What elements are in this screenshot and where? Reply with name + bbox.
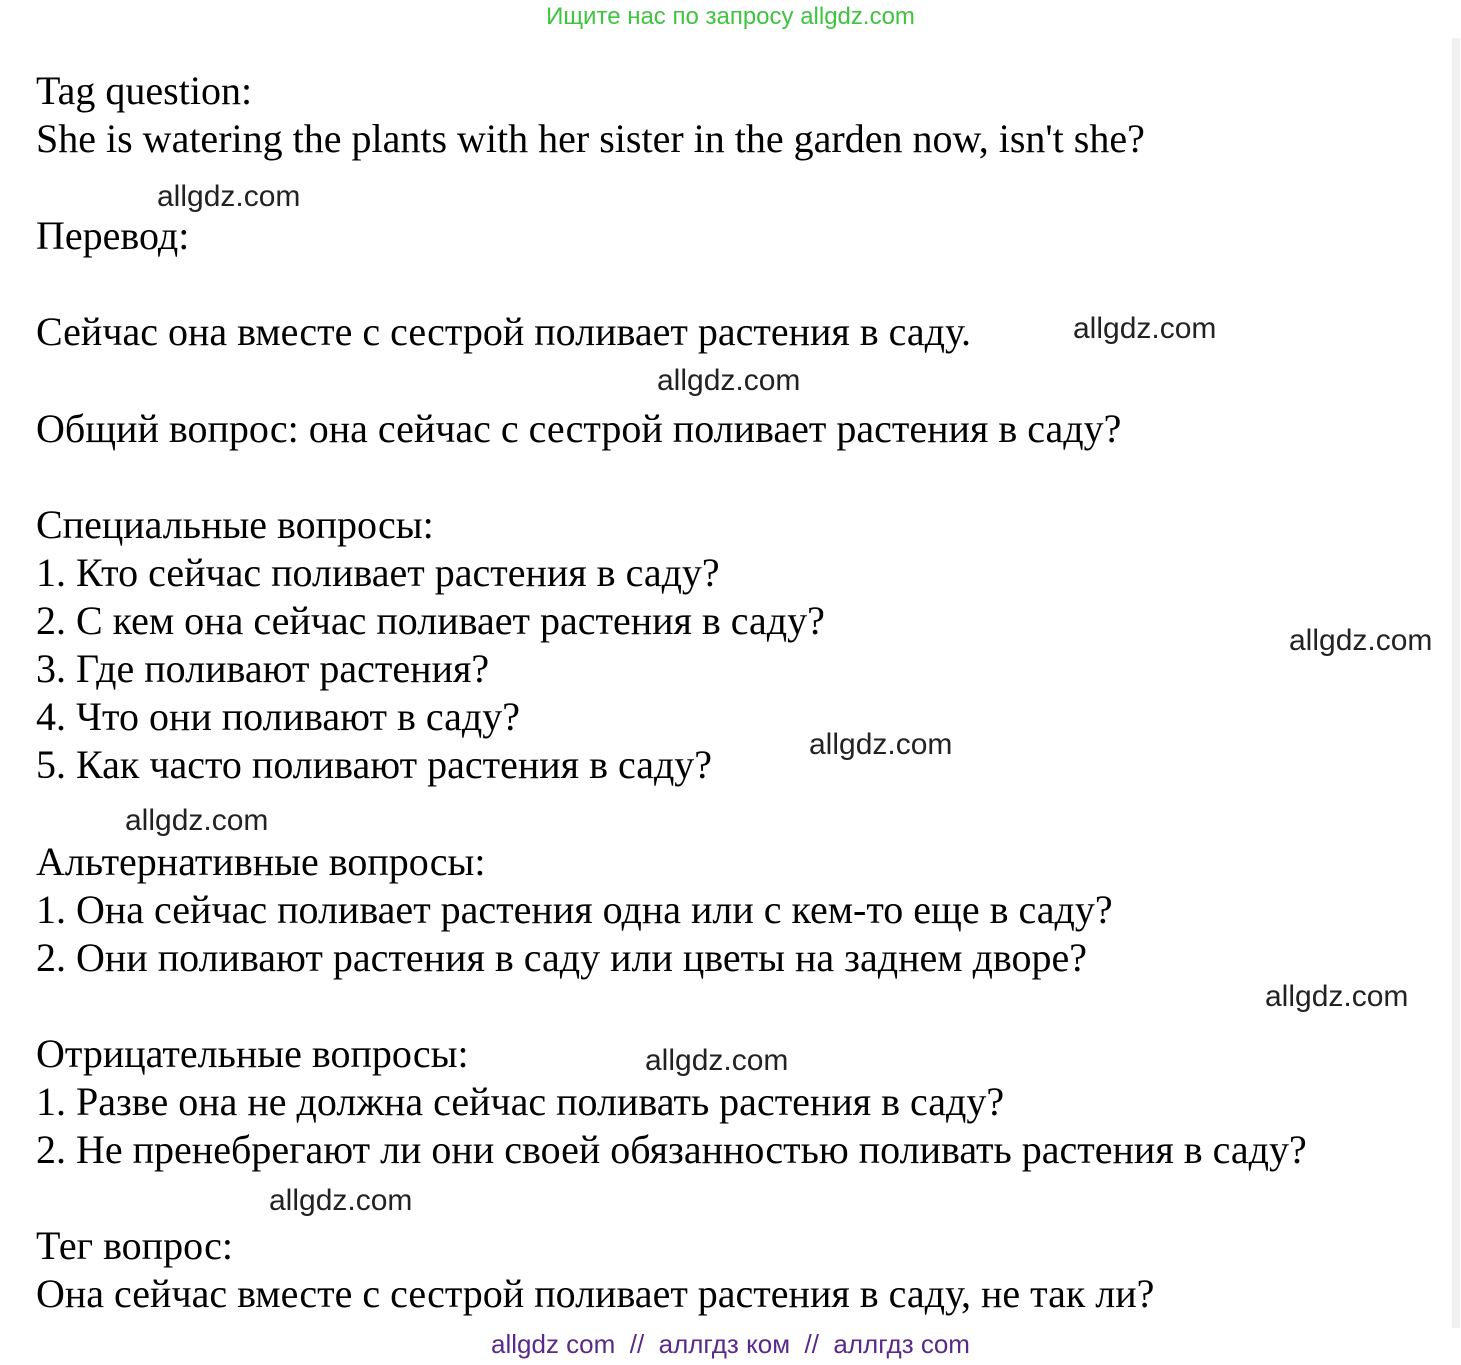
tag-question-ru-text: Она сейчас вместе с сестрой поливает растения в саду, не так ли? xyxy=(36,1271,1155,1316)
watermark: allgdz.com xyxy=(157,180,301,213)
special-questions-heading: Специальные вопросы: xyxy=(36,502,434,547)
watermark: allgdz.com xyxy=(1289,624,1433,657)
tag-question-ru-heading: Тег вопрос: xyxy=(36,1223,233,1268)
alternative-question-2: 2. Они поливают растения в саду или цветы на заднем дворе? xyxy=(36,935,1088,980)
tag-question-english: She is watering the plants with her sister in the garden now, isn't she? xyxy=(36,116,1145,161)
special-question-2: 2. С кем она сейчас поливает растения в саду? xyxy=(36,598,825,643)
special-question-4: 4. Что они поливают в саду? xyxy=(36,694,520,739)
special-question-5: 5. Как часто поливают растения в саду? xyxy=(36,742,713,787)
footer-watermark: allgdz com // аллгдз ком // аллгдз com xyxy=(491,1329,970,1359)
watermark: allgdz.com xyxy=(1073,312,1217,345)
translation-text: Сейчас она вместе с сестрой поливает растения в саду. xyxy=(36,309,972,354)
watermark: allgdz.com xyxy=(1265,980,1409,1013)
alternative-questions-heading: Альтернативные вопросы: xyxy=(36,839,486,884)
negative-questions-heading: Отрицательные вопросы: xyxy=(36,1031,469,1076)
watermark: allgdz.com xyxy=(125,804,269,837)
translation-heading: Перевод: xyxy=(36,213,190,258)
negative-question-1: 1. Разве она не должна сейчас поливать растения в саду? xyxy=(36,1079,1005,1124)
watermark: allgdz.com xyxy=(269,1184,413,1217)
tag-question-heading: Tag question: xyxy=(36,68,253,113)
top-banner: Ищите нас по запросу allgdz.com xyxy=(546,3,915,30)
watermark: allgdz.com xyxy=(645,1044,789,1077)
general-question: Общий вопрос: она сейчас с сестрой поливает растения в саду? xyxy=(36,406,1122,451)
special-question-1: 1. Кто сейчас поливает растения в саду? xyxy=(36,550,720,595)
alternative-question-1: 1. Она сейчас поливает растения одна или с кем-то еще в саду? xyxy=(36,887,1113,932)
page-edge-divider xyxy=(1452,38,1460,1328)
watermark: allgdz.com xyxy=(657,364,801,397)
negative-question-2: 2. Не пренебрегают ли они своей обязанностью поливать растения в саду? xyxy=(36,1127,1307,1172)
watermark: allgdz.com xyxy=(809,728,953,761)
special-question-3: 3. Где поливают растения? xyxy=(36,646,490,691)
